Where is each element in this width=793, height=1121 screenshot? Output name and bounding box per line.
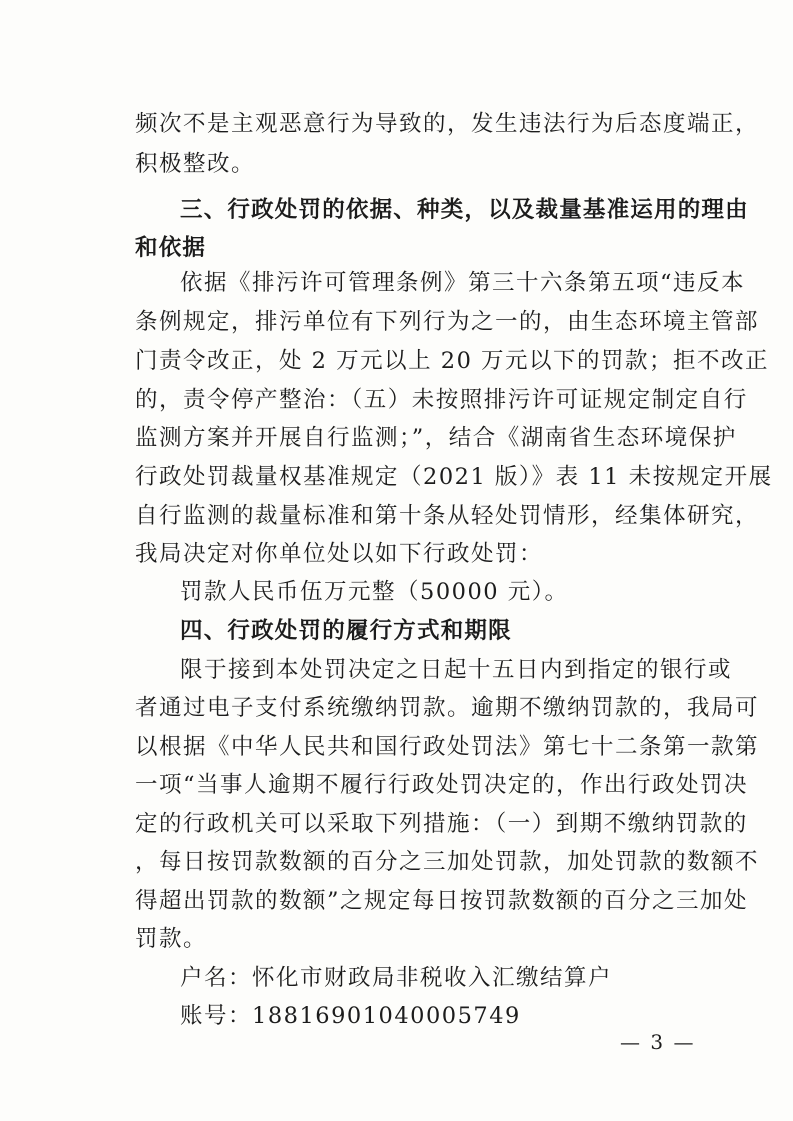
paragraph-line-19: 定的行政机关可以采取下列措施：（一）到期不缴纳罚款的 [135, 811, 748, 837]
paragraph-line-11: 自行监测的裁量标准和第十条从轻处罚情形，经集体研究， [135, 503, 760, 529]
paragraph-line-12: 我局决定对你单位处以如下行政处罚： [135, 541, 544, 567]
paragraph-line-6: 条例规定，排污单位有下列行为之一的，由生态环境主管部 [135, 309, 760, 335]
account-number-line: 账号：18816901040005749 [180, 1003, 521, 1029]
paragraph-line-18: 一项“当事人逾期不履行行政处罚决定的，作出行政处罚决 [135, 772, 749, 798]
paragraph-line-20: ，每日按罚款数额的百分之三加处罚款，加处罚款的数额不 [135, 849, 760, 875]
paragraph-line-10: 行政处罚裁量权基准规定（2021 版）》表 11 未按规定开展 [135, 464, 773, 490]
paragraph-line-22: 罚款。 [135, 926, 208, 952]
section-heading-3: 三、行政处罚的依据、种类，以及裁量基准运用的理由 [180, 197, 749, 223]
section-heading-3-cont: 和依据 [135, 235, 207, 261]
paragraph-line-9: 监测方案并开展自行监测；”，结合《湖南省生态环境保护 [135, 425, 737, 451]
paragraph-line-8: 的，责令停产整治：（五）未按照排污许可证规定制定自行 [135, 387, 748, 413]
paragraph-line-16: 者通过电子支付系统缴纳罚款。逾期不缴纳罚款的，我局可 [135, 695, 760, 721]
account-name-line: 户名：怀化市财政局非税收入汇缴结算户 [180, 965, 613, 991]
paragraph-line-1: 频次不是主观恶意行为导致的，发生违法行为后态度端正， [135, 111, 760, 137]
penalty-amount-line: 罚款人民币伍万元整（50000 元）。 [180, 579, 569, 605]
page-number: — 3 — [620, 1030, 696, 1054]
paragraph-line-21: 得超出罚款的数额”之规定每日按罚款数额的百分之三加处 [135, 888, 749, 914]
paragraph-line-2: 积极整改。 [135, 151, 256, 177]
paragraph-line-7: 门责令改正，处 2 万元以上 20 万元以下的罚款；拒不改正 [135, 348, 770, 374]
paragraph-line-5: 依据《排污许可管理条例》第三十六条第五项“违反本 [180, 270, 746, 296]
paragraph-line-15: 限于接到本处罚决定之日起十五日内到指定的银行或 [180, 657, 733, 683]
paragraph-line-17: 以根据《中华人民共和国行政处罚法》第七十二条第一款第 [135, 734, 760, 760]
section-heading-4: 四、行政处罚的履行方式和期限 [180, 618, 512, 644]
